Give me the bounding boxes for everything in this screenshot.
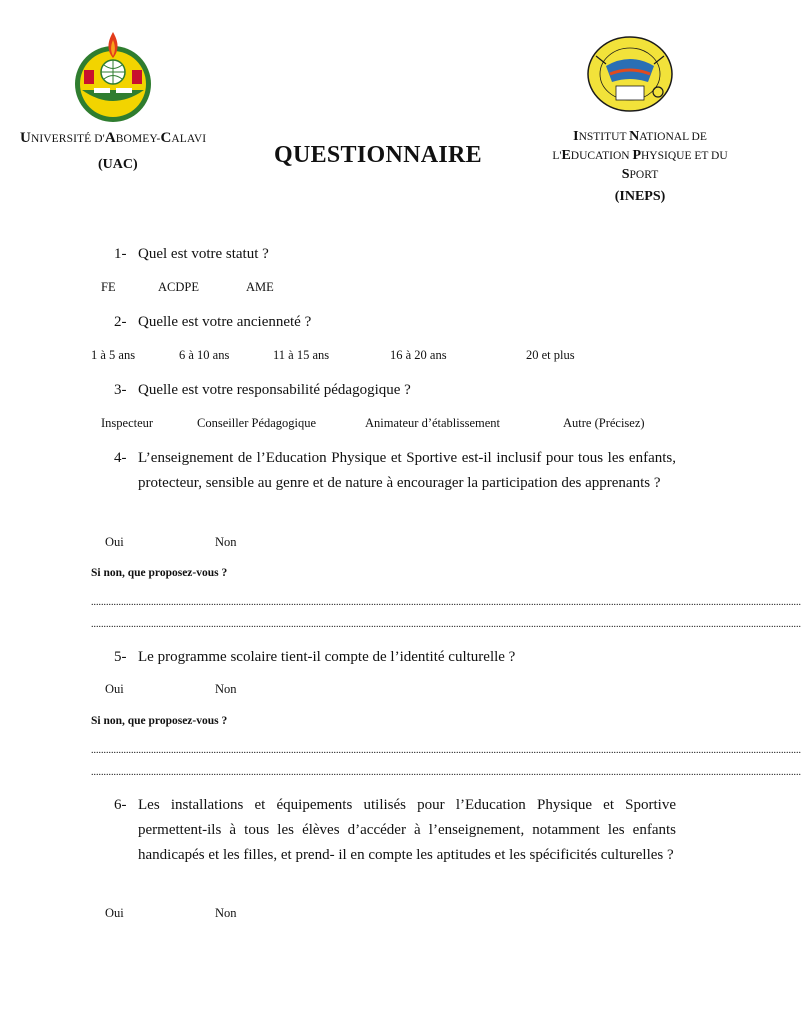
option-label: Autre (Précisez) <box>563 416 645 430</box>
option-label: FE <box>101 280 116 294</box>
option-label: 11 à 15 ans <box>273 348 330 362</box>
option-label: Oui <box>105 535 124 549</box>
question-number: 5- <box>114 649 127 665</box>
ineps-logo-icon <box>586 36 674 112</box>
question-number: 1- <box>114 246 127 262</box>
option-label: Non <box>215 906 237 920</box>
ineps-name: INSTITUT NATIONAL DE L'EDUCATION PHYSIQUE ET DU SPORT <box>552 129 728 182</box>
followup-prompt: Si non, que proposez-vous ? <box>91 715 228 727</box>
option-label: Conseiller Pédagogique <box>197 416 317 430</box>
question-text: L’enseignement de l’Education Physique et Sportive est-il inclusif pour tous les enfants, protecteur, sensible au genre et de nature à encourager la participation des apprenants ? <box>138 450 676 491</box>
uac-name: UNIVERSITÉ D'ABOMEY-CALAVI <box>20 130 207 146</box>
question-text: Le programme scolaire tient-il compte de l’identité culturelle ? <box>138 649 516 665</box>
answer-line: ............................................................................................................................................................................................................................................................................................ <box>91 745 801 756</box>
followup-prompt: Si non, que proposez-vous ? <box>91 567 228 579</box>
question-number: 2- <box>114 314 127 330</box>
uac-abbr: (UAC) <box>98 157 138 172</box>
answer-line: ............................................................................................................................................................................................................................................................................................ <box>91 619 801 630</box>
option-label: Non <box>215 535 237 549</box>
question-text: Quel est votre statut ? <box>138 246 269 262</box>
option-label: 1 à 5 ans <box>91 348 136 362</box>
option-label: Oui <box>105 906 124 920</box>
option-label: AME <box>246 280 274 294</box>
question-text: Quelle est votre ancienneté ? <box>138 314 312 330</box>
answer-line: ............................................................................................................................................................................................................................................................................................ <box>91 597 801 608</box>
answer-line: ............................................................................................................................................................................................................................................................................................ <box>91 767 801 778</box>
option-label: 20 et plus <box>526 348 575 362</box>
option-label: 16 à 20 ans <box>390 348 447 362</box>
page-title: QUESTIONNAIRE <box>274 142 482 168</box>
question-number: 4- <box>114 450 127 466</box>
ineps-abbr-clip <box>536 186 744 204</box>
option-label: ACDPE <box>158 280 199 294</box>
option-label: Inspecteur <box>101 416 154 430</box>
question-number: 3- <box>114 382 127 398</box>
question-number: 6- <box>114 797 127 813</box>
option-label: Non <box>215 682 237 696</box>
uac-logo-icon <box>70 28 156 120</box>
option-label: 6 à 10 ans <box>179 348 230 362</box>
option-label: Oui <box>105 682 124 696</box>
ineps-abbr: (INEPS) <box>614 189 666 204</box>
option-label: Animateur d’établissement <box>365 416 501 430</box>
question-text: Les installations et équipements utilisés pour l’Education Physique et Sportive permettent-ils à tous les élèves d’accéder à l’enseignement, notamment les enfants handicapés et les filles, et prend- il en compte les aptitudes et les spécificités culturelles ? <box>138 797 676 863</box>
question-text: Quelle est votre responsabilité pédagogique ? <box>138 382 411 398</box>
